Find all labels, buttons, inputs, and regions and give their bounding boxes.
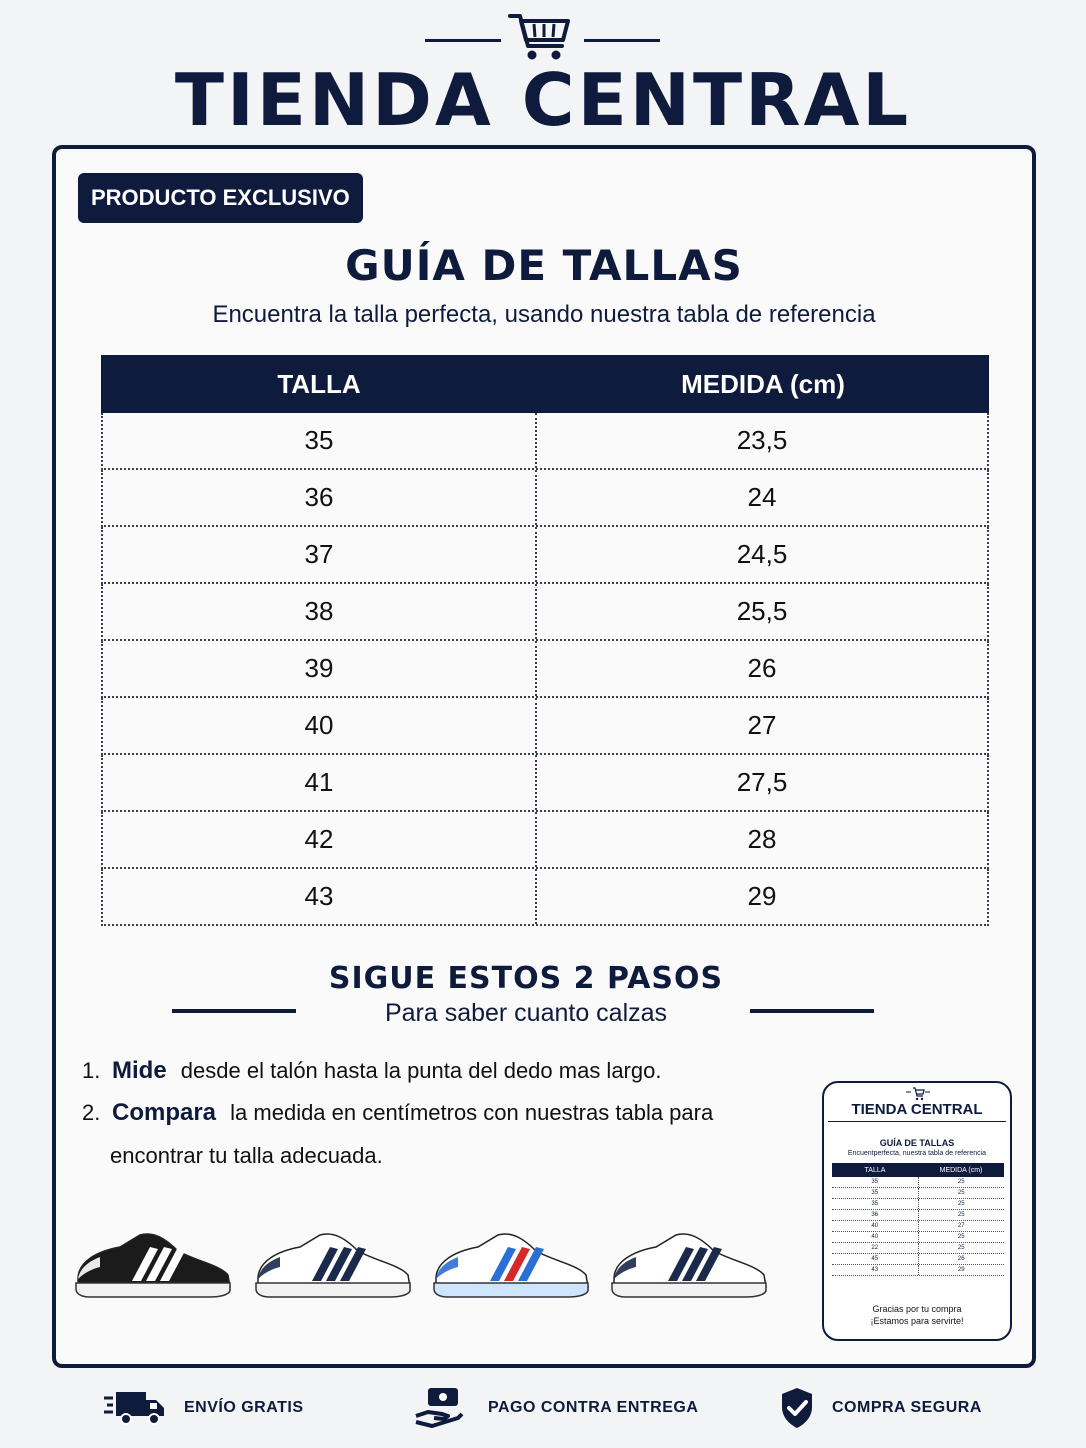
mini-row <box>832 1265 1004 1276</box>
guide-subtitle: Encuentra la talla perfecta, usando nuestra tabla de referencia <box>212 301 876 328</box>
step-keyword: Mide <box>112 1057 167 1084</box>
mini-row <box>832 1177 1004 1188</box>
mini-table <box>832 1163 1004 1276</box>
mini-cell: 40 <box>832 1232 919 1242</box>
step-2 <box>82 1099 713 1127</box>
steps-title: SIGUE ESTOS 2 PASOS <box>328 961 724 996</box>
mini-cell: 25 <box>957 1245 965 1251</box>
shopping-cart-icon <box>508 12 574 62</box>
steps-subtitle: Para saber cuanto calzas <box>384 999 668 1027</box>
mini-cell: 25 <box>957 1190 965 1196</box>
measure-cell: 27,5 <box>736 767 788 797</box>
mini-row <box>832 1210 1004 1221</box>
mini-cell: 35 <box>832 1177 919 1187</box>
mini-cell: 27 <box>957 1223 965 1229</box>
mini-cell: 45 <box>832 1254 919 1264</box>
mini-cell: 25 <box>957 1234 965 1240</box>
mini-cell: 35 <box>832 1199 919 1209</box>
mini-cell: 25 <box>957 1212 965 1218</box>
measure-cell: 27 <box>747 710 777 740</box>
mini-size-card <box>822 1081 1012 1341</box>
shoe-image <box>606 1217 772 1313</box>
mini-cell: 40 <box>832 1221 919 1231</box>
table-row <box>101 527 989 584</box>
size-guide-card <box>52 145 1036 1368</box>
mini-cell: 43 <box>832 1265 919 1275</box>
size-cell: 42 <box>103 812 537 867</box>
measure-cell: 26 <box>747 653 777 683</box>
size-cell: 37 <box>103 527 537 582</box>
table-row <box>101 413 989 470</box>
step-text: la medida en centímetros con nuestras tabla para <box>230 1100 714 1125</box>
guide-title: GUÍA DE TALLAS <box>345 241 743 290</box>
table-row <box>101 812 989 869</box>
table-row <box>101 641 989 698</box>
mini-cell: 29 <box>957 1267 965 1273</box>
feature-cash-on-delivery <box>414 1384 698 1432</box>
shoe-image <box>70 1217 236 1313</box>
feature-label: ENVÍO GRATIS <box>184 1399 304 1416</box>
mini-subtitle: Encuentperfecta, nuestra tabla de referencia <box>847 1150 987 1157</box>
table-header <box>101 355 989 413</box>
step-keyword: Compara <box>112 1099 217 1126</box>
mini-row <box>832 1243 1004 1254</box>
size-cell: 38 <box>103 584 537 639</box>
feature-secure-purchase <box>780 1384 982 1432</box>
store-title: TIENDA CENTRAL <box>174 58 912 142</box>
step-1 <box>82 1057 661 1085</box>
shopping-cart-icon <box>906 1087 930 1101</box>
step-text: desde el talón hasta la punta del dedo mas largo. <box>180 1058 662 1083</box>
header-measure: MEDIDA (cm) <box>681 368 845 399</box>
step-number: 2. <box>82 1100 101 1125</box>
table-row <box>101 470 989 527</box>
mini-header-size: TALLA <box>864 1166 886 1174</box>
mini-cell: 22 <box>832 1243 919 1253</box>
header-size: TALLA <box>277 368 361 399</box>
shoe-image <box>428 1217 594 1313</box>
measure-cell: 28 <box>747 824 777 854</box>
mini-table-header <box>832 1163 1004 1177</box>
mini-header-measure: MEDIDA (cm) <box>939 1166 983 1174</box>
measure-cell: 24,5 <box>736 539 788 569</box>
size-cell: 40 <box>103 698 537 753</box>
size-cell: 36 <box>103 470 537 525</box>
mini-brand: TIENDA CENTRAL <box>851 1101 983 1118</box>
mini-cell: 35 <box>832 1188 919 1198</box>
shoe-image <box>250 1217 416 1313</box>
mini-cell: 25 <box>957 1179 965 1185</box>
mini-row <box>832 1254 1004 1265</box>
mini-cell: 36 <box>832 1210 919 1220</box>
exclusive-badge: PRODUCTO EXCLUSIVO <box>78 173 363 223</box>
step-number: 1. <box>82 1058 101 1083</box>
size-cell: 35 <box>103 413 537 468</box>
steps-line-right <box>750 1009 874 1013</box>
table-row <box>101 698 989 755</box>
cash-payment-icon <box>414 1386 470 1430</box>
measure-cell: 29 <box>747 881 777 911</box>
mini-row <box>832 1232 1004 1243</box>
table-row <box>101 755 989 812</box>
mini-cell: 26 <box>957 1256 965 1262</box>
measure-cell: 25,5 <box>736 596 788 626</box>
mini-row <box>832 1221 1004 1232</box>
measure-cell: 23,5 <box>736 425 788 455</box>
size-cell: 39 <box>103 641 537 696</box>
brand-line-right <box>584 39 660 42</box>
footer-features <box>0 1384 1086 1434</box>
feature-label: COMPRA SEGURA <box>832 1399 982 1416</box>
mini-thanks-line2: ¡Estamos para servirte! <box>870 1316 964 1326</box>
mini-thanks <box>824 1303 1010 1327</box>
table-row <box>101 584 989 641</box>
delivery-truck-icon <box>104 1388 166 1428</box>
feature-free-shipping <box>104 1384 304 1432</box>
table-row <box>101 869 989 926</box>
mini-thanks-line1: Gracias por tu compra <box>872 1304 962 1314</box>
feature-label: PAGO CONTRA ENTREGA <box>488 1399 699 1416</box>
mini-title: GUÍA DE TALLAS <box>879 1138 955 1148</box>
mini-cell: 25 <box>957 1201 965 1207</box>
step-2-continuation: encontrar tu talla adecuada. <box>110 1143 383 1168</box>
shield-check-icon <box>780 1387 814 1429</box>
mini-row <box>832 1199 1004 1210</box>
brand-line-left <box>425 39 501 42</box>
brand-header <box>0 12 1086 56</box>
measure-cell: 24 <box>747 482 777 512</box>
size-table <box>101 355 989 926</box>
size-cell: 41 <box>103 755 537 810</box>
mini-divider <box>828 1121 1006 1122</box>
size-cell: 43 <box>103 869 537 924</box>
mini-row <box>832 1188 1004 1199</box>
